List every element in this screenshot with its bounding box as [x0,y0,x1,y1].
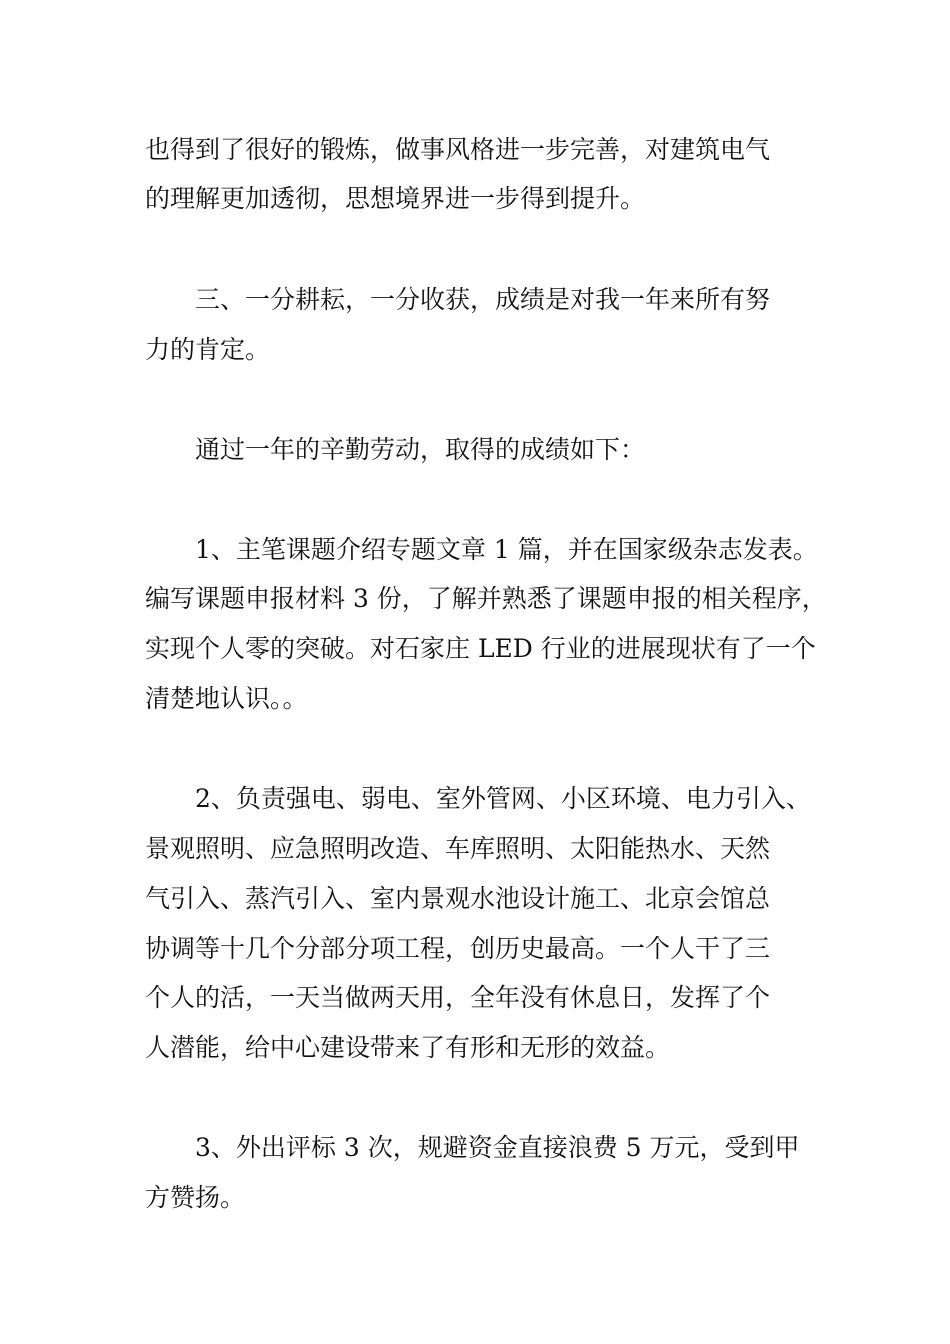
text-line: 气引入、蒸汽引入、室内景观水池设计施工、北京会馆总 [145,884,771,913]
text-line: 2、负责强电、弱电、室外管网、小区环境、电力引入、 [195,784,811,813]
text-line: 景观照明、应急照明改造、车库照明、太阳能热水、天然 [145,834,771,863]
text-line: 清楚地认识。。 [145,684,308,713]
text-line: 个人的活，一天当做两天用，全年没有休息日，发挥了个 [145,983,771,1012]
text-line: 也得到了很好的锻炼，做事风格进一步完善，对建筑电气 [145,135,771,164]
text-line: 3、外出评标 3 次，规避资金直接浪费 5 万元，受到甲 [195,1133,800,1162]
text-line: 协调等十几个分部分项工程，创历史最高。一个人干了三 [145,934,771,963]
text-line: 实现个人零的突破。对石家庄 LED 行业的进展现状有了一个 [145,634,816,663]
text-line: 三、一分耕耘，一分收获，成绩是对我一年来所有努 [195,285,771,314]
text-line: 方赞扬。 [145,1183,246,1212]
text-line: 1、主笔课题介绍专题文章 1 篇，并在国家级杂志发表。 [195,535,818,564]
text-line: 力的肯定。 [145,335,271,364]
text-line: 的理解更加透彻，思想境界进一步得到提升。 [145,184,646,213]
text-line: 编写课题申报材料 3 份，了解并熟悉了课题申报的相关程序， [145,584,827,613]
text-line: 通过一年的辛勤劳动，取得的成绩如下： [195,435,646,464]
text-line: 人潜能，给中心建设带来了有形和无形的效益。 [145,1033,671,1062]
